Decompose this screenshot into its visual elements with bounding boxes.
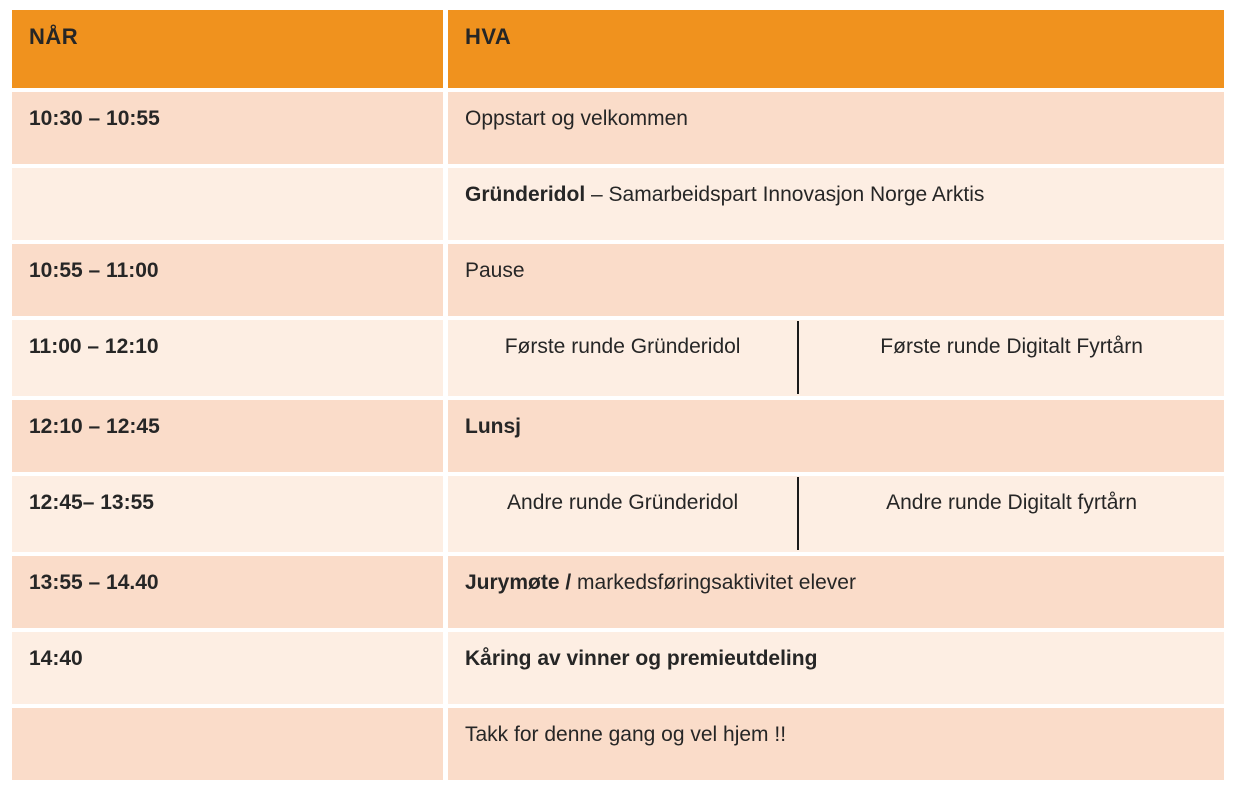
when-cell: 10:55 – 11:00 (12, 244, 443, 316)
split-cell-left: Første runde Gründeridol (504, 335, 741, 358)
table-row (12, 400, 1224, 472)
table-row (12, 244, 1224, 316)
what-cell-bold-text: Gründeridol (465, 183, 586, 206)
what-cell (448, 556, 1224, 628)
when-cell: 12:45– 13:55 (12, 476, 443, 552)
table-header-row (12, 10, 1224, 88)
what-cell-split (448, 320, 1224, 396)
what-cell-bold-text: Jurymøte / (465, 571, 572, 594)
what-cell: Pause (448, 244, 1224, 316)
what-cell: Takk for denne gang og vel hjem !! (448, 708, 1224, 780)
what-cell-split (448, 476, 1224, 552)
what-cell (448, 400, 1224, 472)
what-cell-regular-text: markedsføringsaktivitet elever (571, 571, 856, 594)
split-cell-left: Andre runde Gründeridol (507, 491, 739, 514)
split-cell-right: Første runde Digitalt Fyrtårn (880, 335, 1143, 358)
what-cell-bold-text: Kåring av vinner og premieutdeling (465, 647, 818, 670)
table-row (12, 320, 1224, 396)
table-row (12, 632, 1224, 704)
table-row (12, 476, 1224, 552)
table-row (12, 556, 1224, 628)
when-cell (12, 708, 443, 780)
when-cell: 13:55 – 14.40 (12, 556, 443, 628)
what-cell (448, 168, 1224, 240)
what-cell-regular-text: – Samarbeidspart Innovasjon Norge Arktis (585, 183, 985, 206)
what-cell: Oppstart og velkommen (448, 92, 1224, 164)
split-cell-right: Andre runde Digitalt fyrtårn (886, 491, 1138, 514)
table-row (12, 168, 1224, 240)
when-cell (12, 168, 443, 240)
what-cell (448, 632, 1224, 704)
column-header-when: NÅR (12, 10, 443, 88)
when-cell: 14:40 (12, 632, 443, 704)
when-cell: 10:30 – 10:55 (12, 92, 443, 164)
column-header-what: HVA (448, 10, 1224, 88)
when-cell: 12:10 – 12:45 (12, 400, 443, 472)
when-cell: 11:00 – 12:10 (12, 320, 443, 396)
table-row (12, 92, 1224, 164)
schedule-table (12, 10, 1224, 780)
table-row (12, 708, 1224, 780)
what-cell-bold-text: Lunsj (465, 415, 521, 438)
